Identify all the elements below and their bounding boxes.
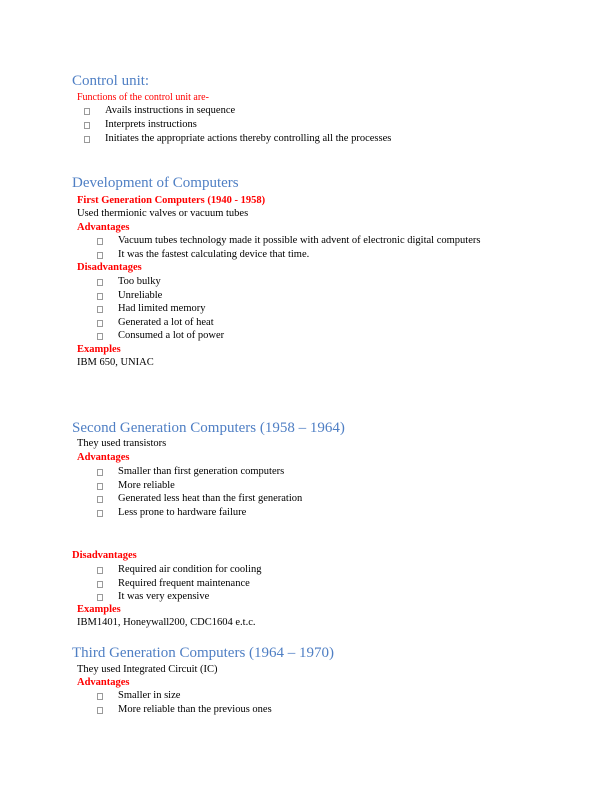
control-unit-heading: Control unit: (72, 73, 150, 89)
first-gen-title: First Generation Computers (1940 - 1958) (77, 195, 266, 206)
list-item: Interprets instructions (105, 119, 197, 130)
bullet-icon (97, 252, 103, 259)
second-gen-heading: Second Generation Computers (1958 – 1964) (72, 420, 345, 436)
list-item: Required frequent maintenance (118, 578, 250, 589)
bullet-icon (84, 108, 90, 115)
bullet-icon (97, 293, 103, 300)
bullet-icon (97, 567, 103, 574)
list-item: Unreliable (118, 290, 163, 301)
second-gen-examples: IBM1401, Honeywall200, CDC1604 e.t.c. (77, 617, 256, 628)
list-item: Initiates the appropriate actions thereby controlling all the processes (105, 133, 392, 144)
bullet-icon (97, 333, 103, 340)
bullet-icon (97, 581, 103, 588)
first-gen-advantages-label: Advantages (77, 222, 130, 233)
control-unit-subheading: Functions of the control unit are- (77, 92, 209, 103)
bullet-icon (97, 510, 103, 517)
list-item: Less prone to hardware failure (118, 507, 247, 518)
bullet-icon (84, 122, 90, 129)
bullet-icon (97, 693, 103, 700)
list-item: Avails instructions in sequence (105, 105, 236, 116)
second-gen-disadvantages-label: Disadvantages (72, 550, 137, 561)
second-gen-examples-label: Examples (77, 604, 121, 615)
list-item: Consumed a lot of power (118, 330, 225, 341)
list-item: Smaller than first generation computers (118, 466, 285, 477)
bullet-icon (97, 279, 103, 286)
list-item: Required air condition for cooling (118, 564, 262, 575)
list-item: Had limited memory (118, 303, 206, 314)
first-gen-disadvantages-label: Disadvantages (77, 262, 142, 273)
third-gen-description: They used Integrated Circuit (IC) (77, 664, 218, 675)
list-item: Too bulky (118, 276, 161, 287)
bullet-icon (97, 238, 103, 245)
bullet-icon (84, 136, 90, 143)
second-gen-advantages-label: Advantages (77, 452, 130, 463)
third-gen-heading: Third Generation Computers (1964 – 1970) (72, 645, 335, 661)
first-gen-examples: IBM 650, UNIAC (77, 357, 154, 368)
list-item: More reliable than the previous ones (118, 704, 272, 715)
first-gen-description: Used thermionic valves or vacuum tubes (77, 208, 249, 219)
bullet-icon (97, 594, 103, 601)
development-heading: Development of Computers (72, 175, 239, 191)
list-item: It was the fastest calculating device that time. (118, 249, 310, 260)
second-gen-description: They used transistors (77, 438, 167, 449)
bullet-icon (97, 306, 103, 313)
list-item: It was very expensive (118, 591, 210, 602)
third-gen-advantages-label: Advantages (77, 677, 130, 688)
first-gen-examples-label: Examples (77, 344, 121, 355)
list-item: Vacuum tubes technology made it possible with advent of electronic digital computers (118, 235, 481, 246)
bullet-icon (97, 496, 103, 503)
bullet-icon (97, 707, 103, 714)
list-item: Generated a lot of heat (118, 317, 214, 328)
list-item: More reliable (118, 480, 175, 491)
list-item: Smaller in size (118, 690, 181, 701)
list-item: Generated less heat than the first generation (118, 493, 303, 504)
bullet-icon (97, 483, 103, 490)
bullet-icon (97, 320, 103, 327)
bullet-icon (97, 469, 103, 476)
